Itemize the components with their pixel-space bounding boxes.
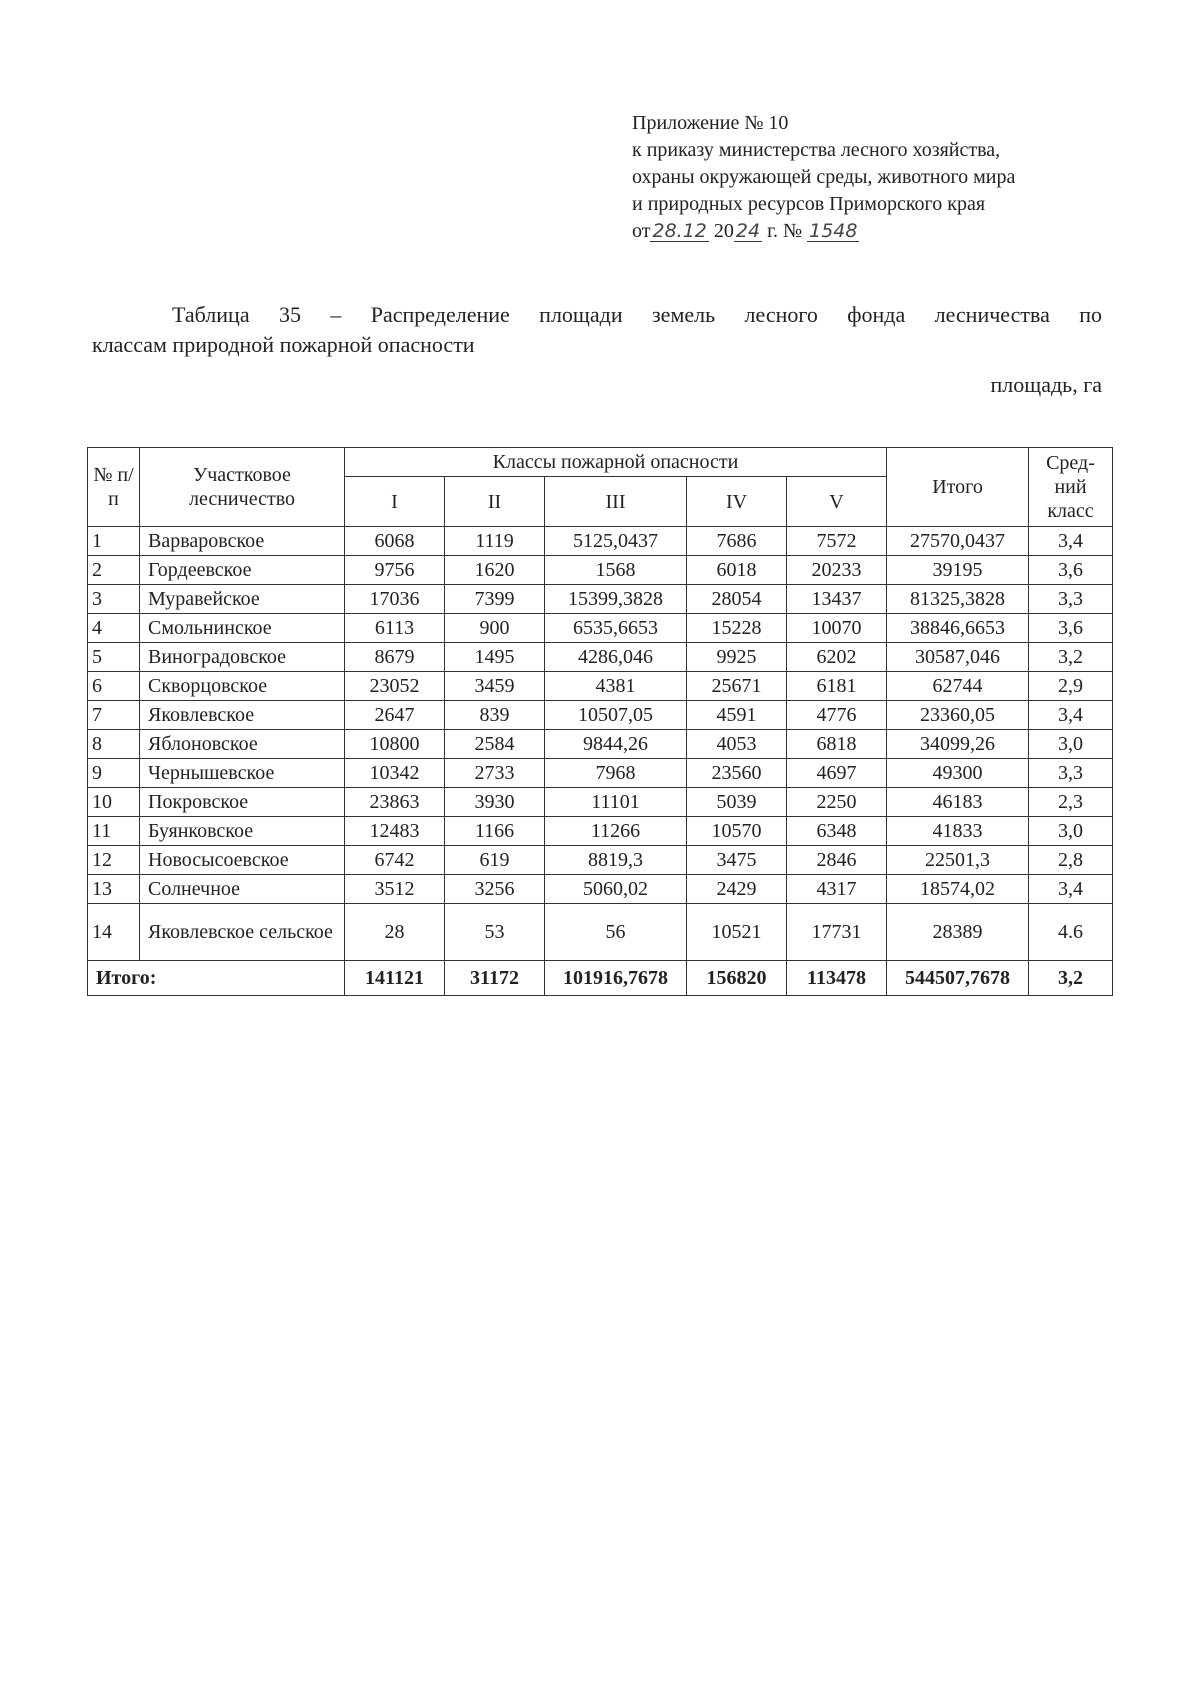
table-row xyxy=(88,730,1113,759)
cell-c2: 619 xyxy=(445,846,545,875)
annex-line-3: охраны окружающей среды, животного мира xyxy=(632,166,1016,188)
cell-avg: 3,4 xyxy=(1029,875,1113,904)
cell-n: 10 xyxy=(88,788,140,817)
totals-cell-c4: 156820 xyxy=(687,961,787,996)
cell-c5: 20233 xyxy=(787,556,887,585)
cell-c5: 6181 xyxy=(787,672,887,701)
cell-name: Варваровское xyxy=(140,527,345,556)
date-prefix: от xyxy=(632,220,651,242)
cell-c2: 2584 xyxy=(445,730,545,759)
cell-c4: 4591 xyxy=(687,701,787,730)
cell-c1: 23052 xyxy=(345,672,445,701)
cell-c4: 9925 xyxy=(687,643,787,672)
cell-c5: 13437 xyxy=(787,585,887,614)
cell-name: Яковлевское сельское xyxy=(140,904,345,961)
totals-cell-c3: 101916,7678 xyxy=(545,961,687,996)
cell-n: 13 xyxy=(88,875,140,904)
cell-avg: 2,8 xyxy=(1029,846,1113,875)
header-classes: Классы пожарной опасности xyxy=(345,448,887,477)
cell-total: 81325,3828 xyxy=(887,585,1029,614)
cell-total: 38846,6653 xyxy=(887,614,1029,643)
cell-total: 30587,046 xyxy=(887,643,1029,672)
totals-cell-avg: 3,2 xyxy=(1029,961,1113,996)
totals-cell-c1: 141121 xyxy=(345,961,445,996)
table-body xyxy=(88,527,1113,996)
header-class-v: V xyxy=(787,477,887,527)
header-class-iii: III xyxy=(545,477,687,527)
cell-avg: 3,0 xyxy=(1029,730,1113,759)
totals-cell-c5: 113478 xyxy=(787,961,887,996)
cell-c4: 25671 xyxy=(687,672,787,701)
cell-c3: 8819,3 xyxy=(545,846,687,875)
cell-c5: 10070 xyxy=(787,614,887,643)
cell-name: Муравейское xyxy=(140,585,345,614)
cell-c1: 3512 xyxy=(345,875,445,904)
cell-c4: 28054 xyxy=(687,585,787,614)
table-row xyxy=(88,614,1113,643)
annex-date-line xyxy=(632,218,1102,245)
cell-n: 12 xyxy=(88,846,140,875)
cell-c3: 5060,02 xyxy=(545,875,687,904)
handwritten-year: 24 xyxy=(735,220,761,242)
table-row xyxy=(88,817,1113,846)
cell-c4: 2429 xyxy=(687,875,787,904)
cell-n: 8 xyxy=(88,730,140,759)
table-row xyxy=(88,643,1113,672)
cell-c1: 23863 xyxy=(345,788,445,817)
cell-c3: 15399,3828 xyxy=(545,585,687,614)
cell-total: 41833 xyxy=(887,817,1029,846)
cell-c5: 17731 xyxy=(787,904,887,961)
cell-c3: 5125,0437 xyxy=(545,527,687,556)
cell-c5: 2250 xyxy=(787,788,887,817)
table-row xyxy=(88,672,1113,701)
cell-c3: 4381 xyxy=(545,672,687,701)
header-num: № п/п xyxy=(88,448,140,527)
annex-line-2: к приказу министерства лесного хозяйства, xyxy=(632,139,1001,161)
cell-name: Буянковское xyxy=(140,817,345,846)
totals-row xyxy=(88,961,1113,996)
cell-c2: 1495 xyxy=(445,643,545,672)
cell-c5: 2846 xyxy=(787,846,887,875)
cell-c5: 4776 xyxy=(787,701,887,730)
unit-label: площадь, га xyxy=(990,372,1102,397)
cell-avg: 3,3 xyxy=(1029,759,1113,788)
cell-c5: 6818 xyxy=(787,730,887,759)
cell-avg: 2,3 xyxy=(1029,788,1113,817)
cell-c4: 4053 xyxy=(687,730,787,759)
cell-c5: 6202 xyxy=(787,643,887,672)
cell-name: Новосысоевское xyxy=(140,846,345,875)
cell-c5: 4317 xyxy=(787,875,887,904)
table-caption xyxy=(92,300,1102,360)
header-name: Участковое лесничество xyxy=(140,448,345,527)
cell-name: Скворцовское xyxy=(140,672,345,701)
header-total: Итого xyxy=(887,448,1029,527)
cell-c4: 23560 xyxy=(687,759,787,788)
cell-c1: 6113 xyxy=(345,614,445,643)
cell-name: Виноградовское xyxy=(140,643,345,672)
cell-c2: 2733 xyxy=(445,759,545,788)
handwritten-date: 28.12 xyxy=(652,220,707,242)
cell-total: 18574,02 xyxy=(887,875,1029,904)
cell-c1: 6742 xyxy=(345,846,445,875)
cell-c4: 10521 xyxy=(687,904,787,961)
header-class-iv: IV xyxy=(687,477,787,527)
annex-title: Приложение № 10 xyxy=(632,112,789,134)
cell-c2: 1166 xyxy=(445,817,545,846)
cell-avg: 3,4 xyxy=(1029,527,1113,556)
cell-c2: 1119 xyxy=(445,527,545,556)
cell-c1: 9756 xyxy=(345,556,445,585)
cell-n: 2 xyxy=(88,556,140,585)
cell-avg: 3,2 xyxy=(1029,643,1113,672)
cell-name: Яковлевское xyxy=(140,701,345,730)
cell-n: 3 xyxy=(88,585,140,614)
cell-total: 23360,05 xyxy=(887,701,1029,730)
cell-n: 11 xyxy=(88,817,140,846)
cell-name: Яблоновское xyxy=(140,730,345,759)
cell-c2: 839 xyxy=(445,701,545,730)
table-row xyxy=(88,701,1113,730)
cell-avg: 3,0 xyxy=(1029,817,1113,846)
caption-line-2: классам природной пожарной опасности xyxy=(92,332,475,357)
cell-total: 46183 xyxy=(887,788,1029,817)
cell-c1: 2647 xyxy=(345,701,445,730)
year-prefix: 20 xyxy=(713,220,734,242)
cell-total: 28389 xyxy=(887,904,1029,961)
cell-c1: 17036 xyxy=(345,585,445,614)
cell-name: Смольнинское xyxy=(140,614,345,643)
table-row xyxy=(88,527,1113,556)
table-row xyxy=(88,556,1113,585)
cell-c3: 11266 xyxy=(545,817,687,846)
cell-c2: 900 xyxy=(445,614,545,643)
cell-c2: 3256 xyxy=(445,875,545,904)
totals-cell-c2: 31172 xyxy=(445,961,545,996)
totals-label: Итого: xyxy=(88,961,345,996)
cell-name: Покровское xyxy=(140,788,345,817)
cell-avg: 2,9 xyxy=(1029,672,1113,701)
cell-name: Солнечное xyxy=(140,875,345,904)
cell-c5: 6348 xyxy=(787,817,887,846)
cell-c3: 1568 xyxy=(545,556,687,585)
cell-c1: 8679 xyxy=(345,643,445,672)
table-row xyxy=(88,788,1113,817)
cell-total: 27570,0437 xyxy=(887,527,1029,556)
cell-c2: 3459 xyxy=(445,672,545,701)
cell-c3: 56 xyxy=(545,904,687,961)
cell-c3: 6535,6653 xyxy=(545,614,687,643)
cell-n: 9 xyxy=(88,759,140,788)
cell-c4: 7686 xyxy=(687,527,787,556)
cell-c2: 7399 xyxy=(445,585,545,614)
annex-line-4: и природных ресурсов Приморского края xyxy=(632,193,986,215)
cell-total: 49300 xyxy=(887,759,1029,788)
cell-c1: 10800 xyxy=(345,730,445,759)
cell-name: Гордеевское xyxy=(140,556,345,585)
cell-n: 6 xyxy=(88,672,140,701)
table-row xyxy=(88,904,1113,961)
totals-cell-total: 544507,7678 xyxy=(887,961,1029,996)
cell-c3: 9844,26 xyxy=(545,730,687,759)
cell-c4: 15228 xyxy=(687,614,787,643)
cell-n: 5 xyxy=(88,643,140,672)
cell-c4: 6018 xyxy=(687,556,787,585)
cell-avg: 3,6 xyxy=(1029,614,1113,643)
cell-total: 22501,3 xyxy=(887,846,1029,875)
header-class-i: I xyxy=(345,477,445,527)
handwritten-order-number: 1548 xyxy=(809,220,858,242)
cell-avg: 3,4 xyxy=(1029,701,1113,730)
cell-c4: 10570 xyxy=(687,817,787,846)
cell-c1: 28 xyxy=(345,904,445,961)
cell-c5: 7572 xyxy=(787,527,887,556)
header-class-ii: II xyxy=(445,477,545,527)
cell-c5: 4697 xyxy=(787,759,887,788)
cell-c3: 10507,05 xyxy=(545,701,687,730)
table-row xyxy=(88,846,1113,875)
cell-c4: 5039 xyxy=(687,788,787,817)
cell-total: 34099,26 xyxy=(887,730,1029,759)
cell-avg: 4.6 xyxy=(1029,904,1113,961)
number-prefix: г. № xyxy=(767,220,803,242)
cell-total: 39195 xyxy=(887,556,1029,585)
cell-avg: 3,3 xyxy=(1029,585,1113,614)
cell-n: 14 xyxy=(88,904,140,961)
cell-c3: 7968 xyxy=(545,759,687,788)
annex-block xyxy=(632,110,1102,245)
cell-c4: 3475 xyxy=(687,846,787,875)
header-avg: Сред-ний класс xyxy=(1029,448,1113,527)
cell-n: 4 xyxy=(88,614,140,643)
cell-c2: 1620 xyxy=(445,556,545,585)
table-row xyxy=(88,585,1113,614)
cell-c1: 6068 xyxy=(345,527,445,556)
cell-n: 7 xyxy=(88,701,140,730)
caption-line-1: Таблица 35 – Распределение площади земель лесного фонда лесничества по xyxy=(172,302,1102,327)
cell-name: Чернышевское xyxy=(140,759,345,788)
table-row xyxy=(88,759,1113,788)
cell-c2: 3930 xyxy=(445,788,545,817)
table-row xyxy=(88,875,1113,904)
cell-c1: 10342 xyxy=(345,759,445,788)
cell-c1: 12483 xyxy=(345,817,445,846)
cell-c3: 4286,046 xyxy=(545,643,687,672)
cell-avg: 3,6 xyxy=(1029,556,1113,585)
cell-c3: 11101 xyxy=(545,788,687,817)
cell-n: 1 xyxy=(88,527,140,556)
cell-c2: 53 xyxy=(445,904,545,961)
fire-danger-table xyxy=(87,447,1113,996)
cell-total: 62744 xyxy=(887,672,1029,701)
